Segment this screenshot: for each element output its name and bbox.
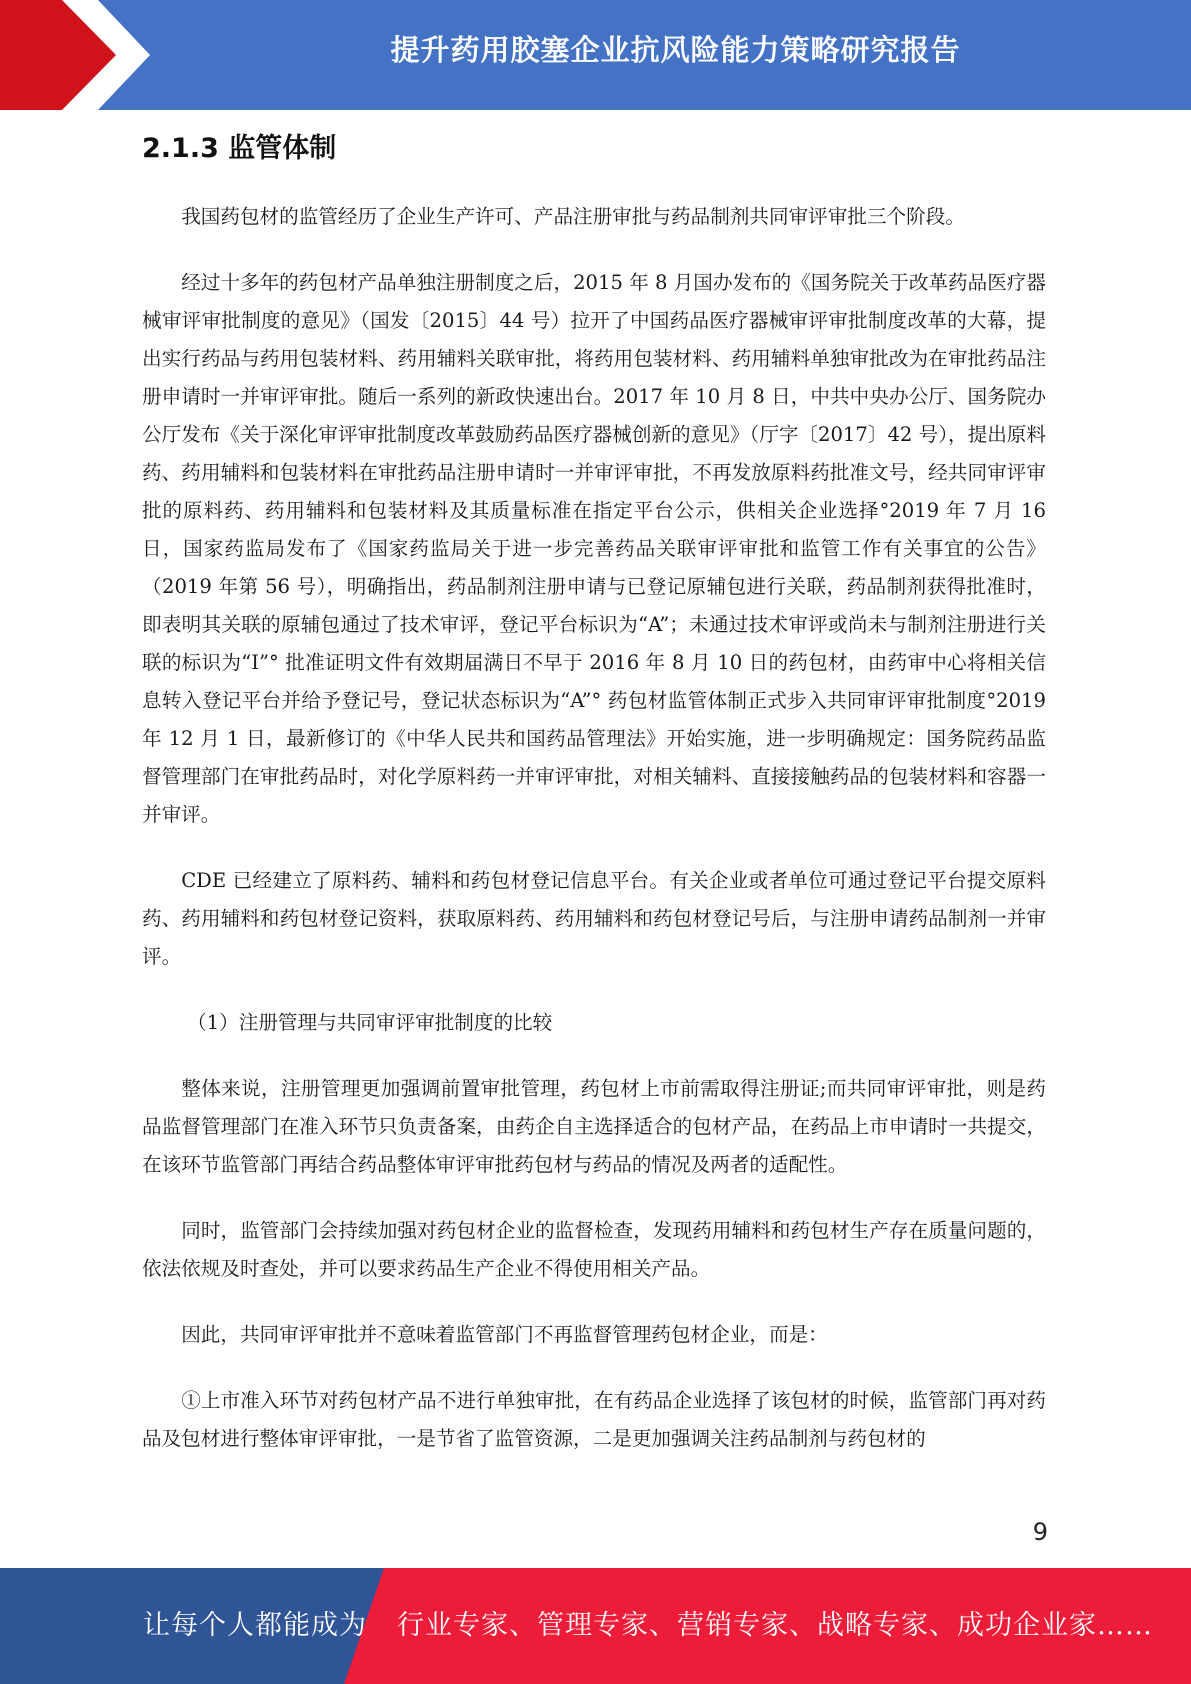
subheading-comparison: （1）注册管理与共同审评审批制度的比较: [187, 1011, 553, 1034]
section-heading: 2.1.3 监管体制: [142, 133, 337, 164]
paragraph-intro: 我国药包材的监管经历了企业生产许可、产品注册审批与药品制剂共同审评审批三个阶段。: [181, 205, 965, 228]
paragraph-history: 经过十多年的药包材产品单独注册制度之后，2015 年 8 月国办发布的《国务院关于改革药品医疗器械审评审批制度的意见》（国发〔2015〕44 号）拉开了中国药品医疗器械审评审批制度改革的大幕，提出实行药品与药用包装材料、药用辅料关联审批，将药用包装材料、药用辅料单独审批改为在审批药品注册申请时一并审评审批。随后一系列的新政快速出台。2017 年 10 月 8 日，中共中央办公厅、国务院办公厅发布《关于深化审评审批制度改革鼓励药品医疗器械创新的意见》（厅字〔2017〕42 号），提出原料药、药用辅料和包装材料在审批药品注册申请时一并审评审批，不再发放原料药批准文号，经共同审评审批的原料药、药用辅料和包装材料及其质量标准在指定平台公示，供相关企业选择°2019 年 7 月 16 日，国家药监局发布了《国家药监局关于进一步完善药品关联审评审批和监管工作有关事宜的公告》（2019 年第 56 号），明确指出，药品制剂注册申请与已登记原辅包进行关联，药品制剂获得批准时，即表明其关联的原辅包通过了技术审评，登记平台标识为“A”；未通过技术审评或尚未与制剂注册进行关联的标识为“I”° 批准证明文件有效期届满日不早于 2016 年 8 月 10 日的药包材，由药审中心将相关信息转入登记平台并给予登记号，登记状态标识为“A”° 药包材监管体制正式步入共同审评审批制度°2019 年 12 月 1 日，最新修订的《中华人民共和国药品管理法》开始实施，进一步明确规定：国务院药品监督管理部门在审批药品时，对化学原料药一并审评审批，对相关辅料、直接接触药品的包装材料和容器一并审评。: [142, 271, 1046, 826]
paragraph-therefore: 因此，共同审评审批并不意味着监管部门不再监督管理药包材企业，而是：: [181, 1323, 828, 1346]
document-body: [142, 128, 1046, 1486]
paragraph-comparison: 整体来说，注册管理更加强调前置审批管理，药包材上市前需取得注册证;而共同审评审批，则是药品监督管理部门在准入环节只负责备案，由药企自主选择适合的包材产品，在药品上市申请时一共提交，在该环节监管部门再结合药品整体审评审批药包材与药品的情况及两者的适配性。: [142, 1077, 1046, 1176]
footer-banner: [0, 1568, 1191, 1684]
footer-slogan-right: 行业专家、管理专家、营销专家、战略专家、成功企业家……: [397, 1610, 1153, 1641]
paragraph-point-1: ①上市准入环节对药包材产品不进行单独审批，在有药品企业选择了该包材的时候，监管部门再对药品及包材进行整体审评审批，一是节省了监管资源，二是更加强调关注药品制剂与药包材的: [142, 1389, 1046, 1450]
paragraph-cde-platform: CDE 已经建立了原料药、辅料和药包材登记信息平台。有关企业或者单位可通过登记平台提交原料药、药用辅料和药包材登记资料，获取原料药、药用辅料和药包材登记号后，与注册申请药品制剂一并审评。: [142, 869, 1046, 968]
page-number: 9: [1032, 1518, 1048, 1546]
header-title: 提升药用胶塞企业抗风险能力策略研究报告: [390, 33, 961, 67]
footer-slogan-left: 让每个人都能成为: [143, 1610, 367, 1641]
paragraph-supervision: 同时，监管部门会持续加强对药包材企业的监督检查，发现药用辅料和药包材生产存在质量问题的，依法依规及时查处，并可以要求药品生产企业不得使用相关产品。: [142, 1219, 1046, 1280]
header-banner: [0, 0, 1191, 110]
